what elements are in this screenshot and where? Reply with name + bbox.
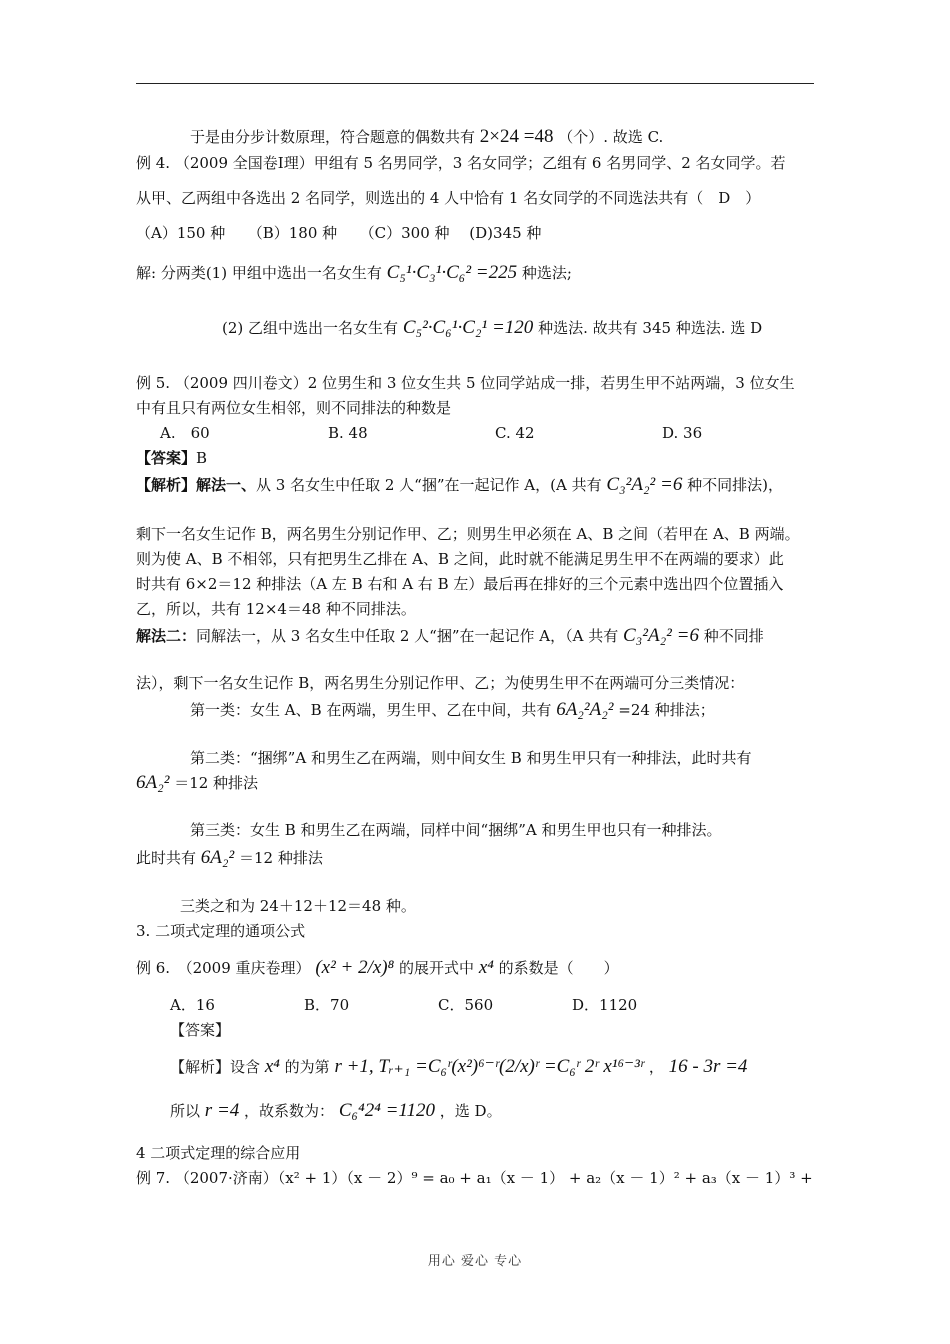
formula: 6A₂² bbox=[200, 847, 235, 868]
formula: r +1, Tᵣ₊₁ =C₆ʳ(x²)⁶⁻ʳ(2/x)ʳ =C₆ʳ 2ʳ x¹⁶⁻³ʳ bbox=[334, 1056, 645, 1077]
answer-line: 【答案】 bbox=[170, 1021, 231, 1039]
text-line: 乙，所以，共有 12×4＝48 种不同排法。 bbox=[136, 600, 416, 618]
section-heading: 4 二项式定理的综合应用 bbox=[136, 1144, 301, 1162]
formula: C₃²A₂² =6 bbox=[623, 625, 699, 646]
formula: 6A₂²A₂² bbox=[556, 699, 614, 720]
formula: C₆⁴2⁴ =1120 bbox=[338, 1100, 435, 1121]
option-c: C．560 bbox=[438, 996, 494, 1014]
text-line: 解: 分两类(1) 甲组中选出一名女生有 C₅¹·C₃¹·C₆² =225 种选法; bbox=[136, 262, 572, 283]
text-line: 所以 r =4 ，故系数为： C₆⁴2⁴ =1120 ，选 D。 bbox=[170, 1100, 502, 1121]
options-line: （A）150 种 （B）180 种 （C）300 种 (D)345 种 bbox=[136, 224, 542, 242]
formula: 2×24 =48 bbox=[479, 126, 554, 147]
answer-line: 【答案】B bbox=[136, 449, 208, 467]
text-line: 中有且只有两位女生相邻，则不同排法的种数是 bbox=[136, 399, 452, 417]
text-line: 6A₂² ＝12 种排法 bbox=[136, 772, 259, 793]
text-line: (2) 乙组中选出一名女生有 C₅²·C₆¹·C₂¹ =120 种选法. 故共有 345 种选法. 选 D bbox=[222, 317, 763, 338]
formula: C₃²A₂² =6 bbox=[606, 474, 683, 495]
text-line: 第一类：女生 A、B 在两端，男生甲、乙在中间，共有 6A₂²A₂² =24 种排法； bbox=[190, 699, 715, 720]
text-line: 【解析】解法一、从 3 名女生中任取 2 人“捆”在一起记作 A，(A 共有 C₃²A₂² =6 种不同排法)， bbox=[136, 474, 783, 495]
text-line: 于是由分步计数原理，符合题意的偶数共有 2×24 =48 （个）. 故选 C. bbox=[190, 126, 664, 147]
text-line: 法），剩下一名女生记作 B，两名男生分别记作甲、乙；为使男生甲不在两端可分三类情况： bbox=[136, 674, 745, 692]
example-5-line: 例 5. （2009 四川卷文）2 位男生和 3 位女生共 5 位同学站成一排，若男生甲不站两端，3 位女生 bbox=[136, 374, 795, 392]
text-line: 从甲、乙两组中各选出 2 名同学，则选出的 4 人中恰有 1 名女同学的不同选法共有（ D ） bbox=[136, 189, 761, 207]
text-line: 则为使 A、B 不相邻，只有把男生乙排在 A、B 之间，此时就不能满足男生甲不在两端的要求）此 bbox=[136, 550, 784, 568]
option-b: B．70 bbox=[304, 996, 350, 1014]
text-line: 剩下一名女生记作 B，两名男生分别记作甲、乙；则男生甲必须在 A、B 之间（若甲在 A、B 两端。 bbox=[136, 525, 800, 543]
option-d: D．1120 bbox=[572, 996, 638, 1014]
formula: x⁴ bbox=[478, 957, 494, 978]
section-heading: 3. 二项式定理的通项公式 bbox=[136, 922, 306, 940]
option-c: C. 42 bbox=[495, 424, 535, 442]
formula: C₅¹·C₃¹·C₆² =225 bbox=[386, 262, 518, 283]
text-line: 解法二：同解法一，从 3 名女生中任取 2 人“捆”在一起记作 A，（A 共有 C₃²A₂² =6 种不同排 bbox=[136, 625, 764, 646]
option-b: B. 48 bbox=[328, 424, 368, 442]
text-line: 第三类：女生 B 和男生乙在两端，同样中间“捆绑”A 和男生甲也只有一种排法。 bbox=[190, 821, 722, 839]
option-d: D. 36 bbox=[662, 424, 703, 442]
text-line: 时共有 6×2＝12 种排法（A 左 B 右和 A 右 B 左）最后再在排好的三个元素中选出四个位置插入 bbox=[136, 575, 784, 593]
text-line: 第二类：“捆绑”A 和男生乙在两端，则中间女生 B 和男生甲只有一种排法，此时共有 bbox=[190, 749, 752, 767]
text-line: 此时共有 6A₂² ＝12 种排法 bbox=[136, 847, 323, 868]
example-4-line: 例 4. （2009 全国卷Ⅰ理）甲组有 5 名男同学，3 名女同学；乙组有 6 名男同学、2 名女同学。若 bbox=[136, 154, 786, 172]
formula: 16 - 3r =4 bbox=[668, 1056, 748, 1077]
formula: C₅²·C₆¹·C₂¹ =120 bbox=[402, 317, 534, 338]
example-7-line: 例 7. （2007·济南）（x² + 1）（x － 2）⁹ = a₀ + a₁（x － 1） + a₂（x － 1）² + a₃（x － 1）³ + bbox=[136, 1169, 813, 1187]
formula: r =4 bbox=[204, 1100, 240, 1121]
example-6-line: 例 6. （2009 重庆卷理） (x² + 2/x)⁸ 的展开式中 x⁴ 的系数是（ ） bbox=[136, 957, 619, 978]
formula: x⁴ bbox=[264, 1056, 280, 1077]
option-a: A. 60 bbox=[160, 424, 210, 442]
option-a: A．16 bbox=[170, 996, 215, 1014]
header-rule bbox=[136, 83, 814, 84]
text-line: 三类之和为 24＋12＋12＝48 种。 bbox=[180, 897, 416, 915]
formula: (x² + 2/x)⁸ bbox=[315, 957, 395, 978]
text-line: 【解析】设含 x⁴ 的为第 r +1, Tᵣ₊₁ =C₆ʳ(x²)⁶⁻ʳ(2/x)ʳ =C₆ʳ 2ʳ x¹⁶⁻³ʳ ， 16 - 3r =4 bbox=[170, 1056, 748, 1077]
formula: 6A₂² bbox=[136, 772, 170, 793]
page-footer: 用心 爱心 专心 bbox=[427, 1254, 523, 1269]
